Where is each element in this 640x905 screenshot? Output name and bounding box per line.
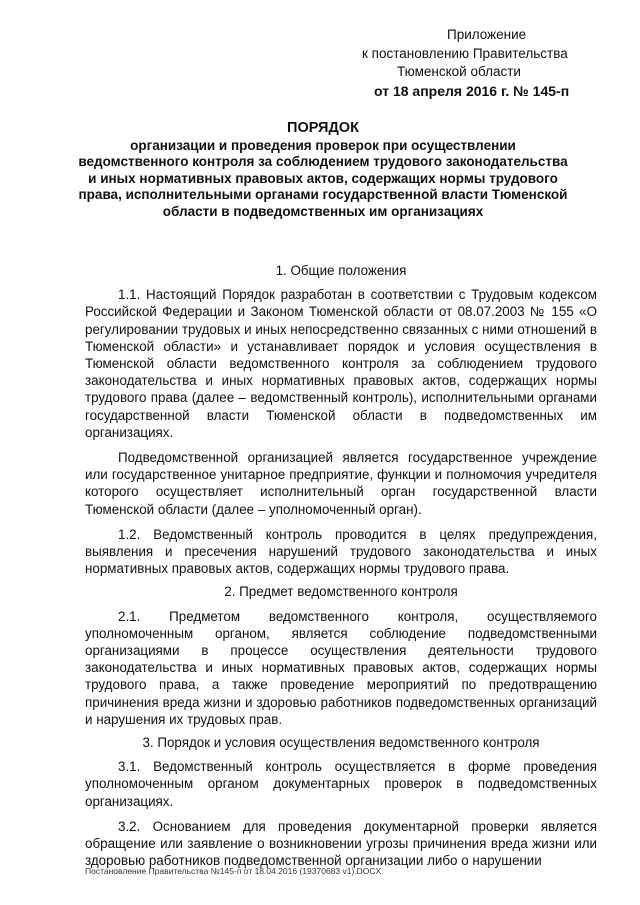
title-main: ПОРЯДОК: [287, 120, 359, 136]
paragraph-1-2: 1.2. Ведомственный контроль проводится в целях предупреждения, выявления и пресечения нарушений трудового законодательства и иных нормативных правовых актов, содержащих нормы трудового права.: [85, 526, 597, 577]
appendix-resolution-ref: к постановлению Правительства: [362, 45, 568, 61]
section-heading-1: 1. Общие положения: [275, 263, 407, 278]
appendix-block: [352, 26, 622, 100]
document-body: [85, 262, 597, 876]
paragraph-3-2: 3.2. Основанием для проведения документарной проверки является обращение или заявление о возникновении угрозы причинения вреда жизни или здоровью работников подведомственной организации либо о нарушении: [85, 818, 597, 869]
appendix-region: Тюменской области: [397, 64, 521, 79]
paragraph-1-1-definition: Подведомственной организацией является государственное учреждение или государственное унитарное предприятие, функции и полномочия учредителя которого осуществляет исполнительный орган государственной власти Тюменской области (далее – уполномоченный орган).: [85, 450, 597, 517]
document-title: [78, 120, 568, 221]
paragraph-1-1: 1.1. Настоящий Порядок разработан в соответствии с Трудовым кодексом Российской Федерации и Законом Тюменской области от 08.07.2003 № 155 «О регулировании трудовых и иных непосредственно связанных с ними отношений в Тюменской области» и устанавливает порядок и условия осуществления в Тюменской области ведомственного контроля за соблюдением трудового законодательства и иных нормативных правовых актов, содержащих нормы трудового права (далее – ведомственный контроль), исполнительными органами государственной власти Тюменской области в подведомственных им организациях.: [85, 287, 597, 440]
document-footer: Постановление Правительства №145-п от 18.04.2016 (19370683 v1).DOCX: [85, 866, 382, 876]
title-subtitle: организации и проведения проверок при осуществлении ведомственного контроля за соблюдением трудового законодательства и иных нормативных правовых актов, содержащих нормы трудового права, исполнительными органами государственной власти Тюменской области в подведомственных им организациях: [78, 137, 568, 219]
appendix-date-number: от 18 апреля 2016 г. № 145-п: [374, 82, 570, 99]
appendix-label: Приложение: [447, 27, 527, 42]
paragraph-3-1: 3.1. Ведомственный контроль осуществляется в форме проведения уполномоченным органом документарных проверок в подведомственных организациях.: [85, 759, 597, 809]
section-heading-3: 3. Порядок и условия осуществления ведомственного контроля: [142, 735, 540, 751]
section-heading-2: 2. Предмет ведомственного контроля: [224, 584, 458, 600]
paragraph-2-1: 2.1. Предметом ведомственного контроля, осуществляемого уполномоченным органом, является соблюдение подведомственными организациями в процессе осуществления деятельности трудового законодательства и иных нормативных правовых актов, содержащих нормы трудового права, а также проведение мероприятий по предотвращению причинения вреда жизни и здоровью работников подведомственных организаций и нарушения их трудовых прав.: [85, 608, 597, 727]
